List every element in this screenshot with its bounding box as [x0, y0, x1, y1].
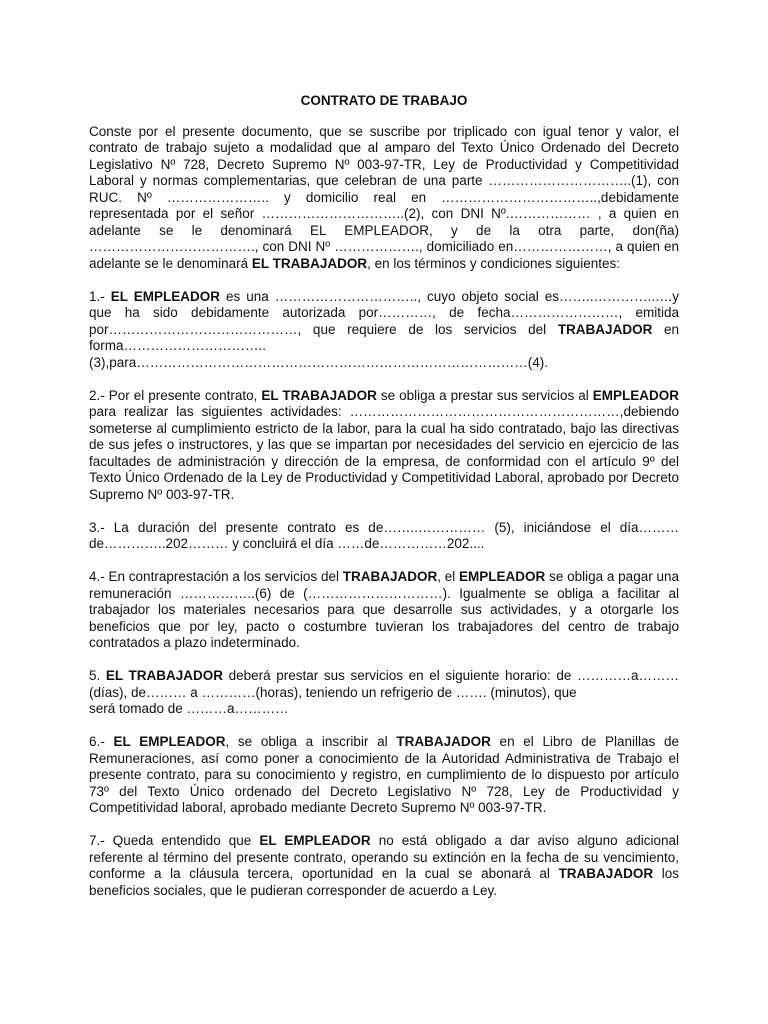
bold-term: EMPLEADOR	[459, 569, 546, 584]
text-run: , el	[437, 569, 460, 584]
text-run: 6.-	[89, 734, 114, 749]
text-run: es una ………………………….., cuyo objeto social es……..…………..….y que ha sido debidamente autorizada por…………, de fecha……………………, emitida por……………………………………, que requiere de los servicios del	[89, 288, 679, 337]
bold-term: EL EMPLEADOR	[259, 833, 371, 848]
text-run: se obliga a prestar sus servicios al	[376, 387, 593, 403]
bold-term: EMPLEADOR	[592, 387, 679, 403]
document-body	[89, 124, 679, 900]
bold-term: EL EMPLEADOR	[110, 288, 220, 304]
text-run: en forma…………………………..	[89, 321, 679, 353]
paragraph-clause-7	[89, 833, 679, 899]
text-run: Conste por el presente documento, que se suscribe por triplicado con igual tenor y valor, el contrato de trabajo sujeto a modalidad que al amparo del Texto Único Ordenado del Decreto Legislativo Nº 728, Decreto Supremo Nº 003-97-TR, Ley de Productividad y Competitividad Laboral y normas complementarias, que celebran de una parte …………………………..(1), con RUC. Nº ………………….. y domicilio real en ……………………………..,debidamente representada por el señor …………………………..(2), con DNI Nº.……………… , a quien en adelante se le denominará EL EMPLEADOR, y de la otra parte, don(ña) ………………………………., con DNI Nº ………………., domiciliado en…………………, a quien en adelante se le denominará	[89, 123, 679, 271]
text-run: los beneficios sociales, que le pudieran corresponder de acuerdo a Ley.	[89, 866, 679, 898]
bold-term: EL EMPLEADOR	[113, 734, 226, 749]
text-run: en el Libro de Planillas de Remuneraciones, así como poner a conocimiento de la Autoridad Administrativa de Trabajo el presente contrato, para su conocimiento y registro, en cumplimiento de lo dispuesto por artículo 73º del Texto Único ordenado del Decreto Legislativo Nº 728, Ley de Productividad y Competitividad laboral, aprobado mediante Decreto Supremo Nº 003-97-TR.	[89, 734, 679, 815]
text-run: (3),para……………………………………………………………………………(4).	[89, 354, 549, 370]
document-title: CONTRATO DE TRABAJO	[300, 93, 468, 108]
text-run: 5.	[89, 668, 106, 683]
text-run: no está obligado a dar aviso alguno adicional referente al término del presente contrato, operando su extinción en la fecha de su vencimiento, conforme a la cláusula tercera, oportunidad en la cual se abonará al	[89, 833, 679, 881]
text-run: , se obliga a inscribir al	[225, 734, 397, 749]
paragraph-intro	[89, 124, 679, 273]
bold-term: TRABAJADOR	[557, 321, 653, 337]
bold-term: EL TRABAJADOR	[261, 387, 377, 403]
bold-term: EL TRABAJADOR	[251, 255, 368, 271]
bold-term: TRABAJADOR	[342, 569, 438, 584]
text-run: 2.- Por el presente contrato,	[89, 387, 262, 403]
bold-term: TRABAJADOR	[396, 734, 491, 749]
text-run: deberá prestar sus servicios en el siguiente horario: de …………a……… (días), de……… a …………(horas), teniendo un refrigerio de ……. (minutos), que	[89, 668, 679, 700]
text-run: para realizar las siguientes actividades: ……………………………………………………,debiendo someterse al cumplimiento estricto de la labor, para la cual ha sido contratado, bajo las directivas de sus jefes o instructores, y las que se impartan por necesidades del servicio en ejercicio de las facultades de administración y dirección de la empresa, de conformidad con el artículo 9º del Texto Único Ordenado de la Ley de Productividad y Competitividad Laboral, aprobado por Decreto Supremo Nº 003-97-TR.	[89, 404, 679, 502]
text-run: 1.-	[89, 288, 111, 304]
text-run: 3.- La duración del presente contrato es de……..…………… (5), iniciándose el día……… de…………..202……… y concluirá el día ……de……………202....	[89, 519, 679, 551]
text-run: se obliga a pagar una remuneración ……………..(6) de (…………………………). Igualmente se obliga a facilitar al trabajador los materiales necesarios para que desarrolle sus actividades, y a otorgarle los beneficios que por ley, pacto o costumbre tuvieran los trabajadores del centro de trabajo contratados a plazo indeterminado.	[89, 569, 679, 650]
paragraph-clause-4	[89, 569, 679, 652]
paragraph-clause-2	[89, 388, 679, 504]
paragraph-clause-6	[89, 734, 679, 817]
text-run: será tomado de ………a…………	[89, 701, 289, 716]
bold-term: TRABAJADOR	[558, 866, 654, 881]
text-run: 4.- En contraprestación a los servicios del	[89, 569, 343, 584]
paragraph-clause-5	[89, 668, 679, 718]
text-run: , en los términos y condiciones siguientes:	[367, 255, 621, 271]
bold-term: EL TRABAJADOR	[105, 668, 223, 683]
text-run: 7.- Queda entendido que	[89, 833, 260, 848]
paragraph-clause-1	[89, 289, 679, 372]
paragraph-clause-3	[89, 520, 679, 553]
